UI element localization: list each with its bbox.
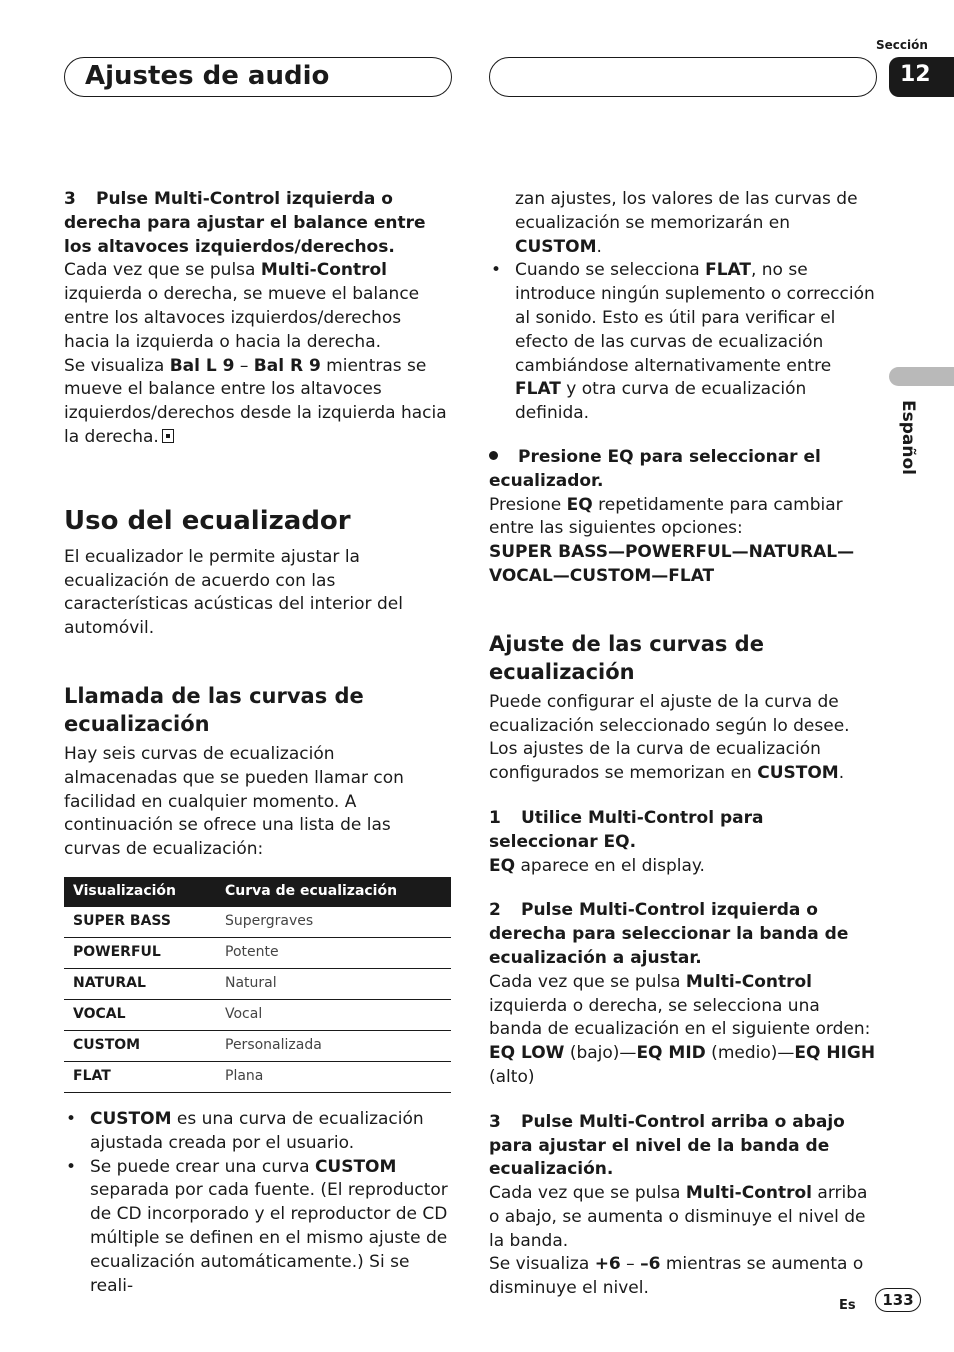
table-cell-curve: Personalizada: [216, 1030, 451, 1061]
continued-note: zan ajustes, los valores de las curvas de ecualización se memorizarán en CUSTOM.: [515, 189, 858, 257]
ajuste-paragraph: Puede configurar el ajuste de la curva de ecualización seleccionado según lo desee. Los ajustes de la curva de ecualización configurados se memorizan en CUSTOM.: [489, 691, 850, 784]
list-item: • Cuando se selecciona FLAT, no se introduce ningún suplemento o corrección al sonido. Esto es útil para verificar el efecto de las curvas de ecualización cambiándose alternativamente entre FLAT y otra curva de ecualización definida.: [489, 259, 877, 426]
heading-ajuste-curvas: Ajuste de las curvas de ecualización: [489, 631, 764, 684]
section-label: Sección: [876, 38, 928, 52]
section-number: 12: [900, 62, 931, 87]
eq-curves-table: [64, 877, 451, 1093]
section-number-badge: [889, 57, 954, 97]
chapter-title: Ajustes de audio: [85, 61, 330, 91]
header-empty-box: [489, 57, 877, 97]
flat-note-list: [489, 259, 877, 426]
step-3-balance-heading: 3 Pulse Multi-Control izquierda o derecha para ajustar el balance entre los altavoces izquierdos/derechos.: [64, 189, 426, 257]
table-header-curve: Curva de ecualización: [216, 877, 451, 907]
list-item: • CUSTOM es una curva de ecualización ajustada creada por el usuario.: [64, 1108, 452, 1156]
language-side-label: Español: [898, 400, 918, 475]
table-row: [64, 968, 451, 999]
table-cell-display: FLAT: [64, 1061, 216, 1092]
eq-options-sequence: SUPER BASS—POWERFUL—NATURAL—VOCAL—CUSTOM—FLAT: [489, 542, 855, 586]
table-row: [64, 1030, 451, 1061]
step-2-text: Cada vez que se pulsa Multi-Control izquierda o derecha, se selecciona una banda de ecualización en el siguiente orden:: [489, 971, 871, 1040]
step-1-heading: 1 Utilice Multi-Control para seleccionar EQ.: [489, 807, 764, 852]
table-row: [64, 999, 451, 1030]
table-cell-curve: Potente: [216, 937, 451, 968]
table-header-row: [64, 877, 451, 907]
table-cell-display: SUPER BASS: [64, 907, 216, 938]
eq-select-text: Presione EQ repetidamente para cambiar entre las siguientes opciones:: [489, 494, 843, 539]
eq-select-heading: Presione EQ para seleccionar el ecualizador.: [489, 446, 821, 491]
table-cell-curve: Natural: [216, 968, 451, 999]
table-row: [64, 937, 451, 968]
table-cell-display: CUSTOM: [64, 1030, 216, 1061]
step-3-level-text-2: Se visualiza +6 – –6 mientras se aumenta o disminuye el nivel.: [489, 1254, 864, 1299]
right-column: [489, 188, 877, 1301]
table-header-display: Visualización: [64, 877, 216, 907]
end-of-section-icon: [162, 429, 174, 443]
heading-uso-del-ecualizador: Uso del ecualizador: [64, 505, 351, 536]
table-cell-display: VOCAL: [64, 999, 216, 1030]
step-2-bands: EQ LOW (bajo)—EQ MID (medio)—EQ HIGH (alto): [489, 1043, 876, 1087]
footer-language-code: Es: [839, 1298, 856, 1313]
custom-notes-list: [64, 1108, 452, 1298]
table-cell-curve: Vocal: [216, 999, 451, 1030]
page-number: 133: [875, 1288, 921, 1312]
step-3-level-heading: 3 Pulse Multi-Control arriba o abajo para ajustar el nivel de la banda de ecualización.: [489, 1111, 845, 1180]
table-cell-curve: Supergraves: [216, 907, 451, 938]
step-3-level-text-1: Cada vez que se pulsa Multi-Control arriba o abajo, se aumenta o disminuye el nivel de la banda.: [489, 1183, 868, 1251]
uso-paragraph: El ecualizador le permite ajustar la ecualización de acuerdo con las características acústicas del interior del automóvil.: [64, 546, 403, 639]
chapter-title-box: [64, 57, 452, 97]
table-cell-display: NATURAL: [64, 968, 216, 999]
step-1-text: EQ aparece en el display.: [489, 855, 705, 876]
table-row: [64, 907, 451, 938]
heading-llamada-curvas: Llamada de las curvas de ecualización: [64, 683, 364, 736]
language-tab-marker: [889, 367, 954, 386]
table-row: [64, 1061, 451, 1092]
list-item: • Se puede crear una curva CUSTOM separada por cada fuente. (El reproductor de CD incorporado y el reproductor de CD múltiple se definen en el mismo ajuste de ecualización automáticamente.) Si se reali-: [64, 1156, 452, 1299]
table-cell-curve: Plana: [216, 1061, 451, 1092]
left-column: [64, 188, 452, 1298]
step-2-heading: 2 Pulse Multi-Control izquierda o derecha para seleccionar la banda de ecualización a ajustar.: [489, 900, 849, 968]
llamada-paragraph: Hay seis curvas de ecualización almacenadas que se pueden llamar con facilidad en cualquier momento. A continuación se ofrece una lista de las curvas de ecualización:: [64, 743, 404, 860]
bullet-dot-icon: [489, 451, 498, 460]
step-3-balance-text-2: Se visualiza Bal L 9 – Bal R 9 mientras se mueve el balance entre los altavoces izquierdos/derechos desde la izquierda hacia la derecha.: [64, 355, 447, 447]
step-3-balance-text-1: Cada vez que se pulsa Multi-Control izquierda o derecha, se mueve el balance entre los altavoces izquierdos/derechos hacia la izquierda o hacia la derecha.: [64, 260, 420, 352]
table-cell-display: POWERFUL: [64, 937, 216, 968]
